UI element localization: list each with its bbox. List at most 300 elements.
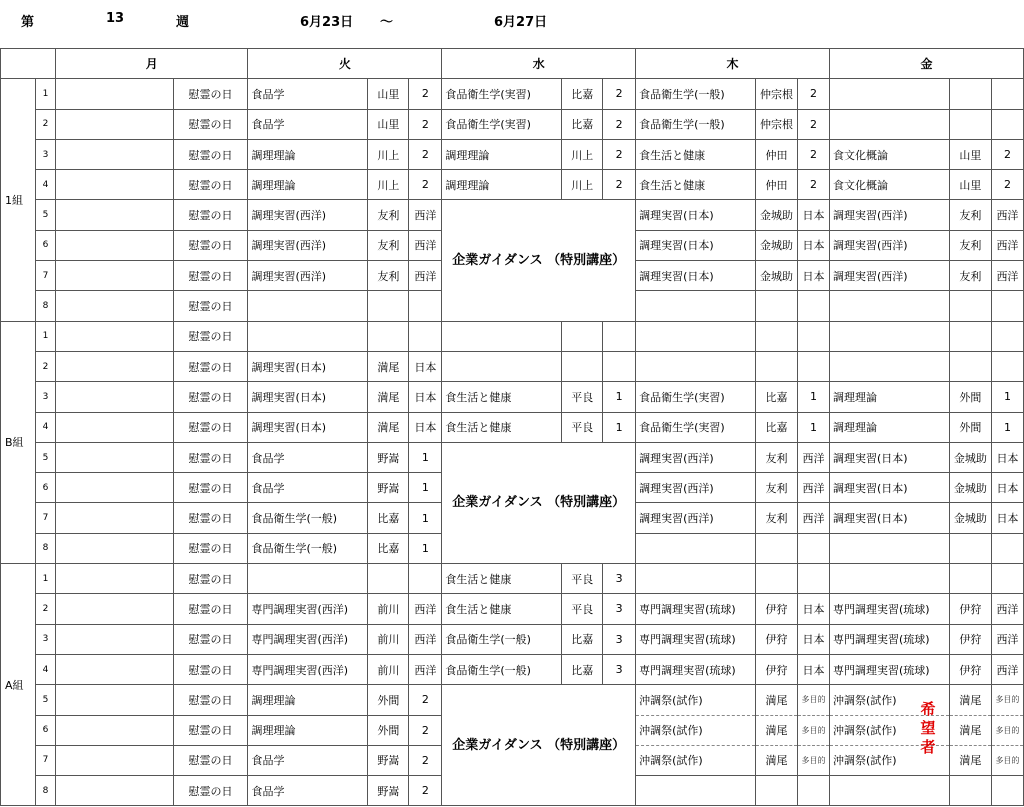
tue-room: 1 xyxy=(409,442,442,472)
mon-blank xyxy=(55,533,173,563)
tue-subject: 食品衛生学(一般) xyxy=(248,503,368,533)
tue-room: 日本 xyxy=(409,412,442,442)
period-number: 7 xyxy=(35,745,55,775)
fri-subject xyxy=(829,291,949,321)
fri-teacher: 満尾 xyxy=(949,745,991,775)
thu-subject: 調理実習(西洋) xyxy=(636,442,756,472)
period-number: 3 xyxy=(35,139,55,169)
thu-room: 日本 xyxy=(798,624,830,654)
mon-subject: 慰霊の日 xyxy=(173,503,248,533)
tue-subject: 調理実習(西洋) xyxy=(248,230,368,260)
fri-teacher xyxy=(949,533,991,563)
tue-subject xyxy=(248,564,368,594)
tue-room: 西洋 xyxy=(409,200,442,230)
tue-teacher xyxy=(368,564,409,594)
fri-teacher: 金城助 xyxy=(949,473,991,503)
mon-subject: 慰霊の日 xyxy=(173,685,248,715)
thu-teacher xyxy=(756,533,798,563)
period-number: 5 xyxy=(35,685,55,715)
tue-teacher: 外間 xyxy=(368,685,409,715)
table-row xyxy=(1,594,1024,624)
thu-subject: 沖調祭(試作) xyxy=(636,715,756,745)
fri-room: 西洋 xyxy=(991,261,1023,291)
table-row xyxy=(1,624,1024,654)
period-number: 4 xyxy=(35,412,55,442)
tue-subject: 調理理論 xyxy=(248,715,368,745)
day-header-tue: 火 xyxy=(248,49,442,79)
mon-subject: 慰霊の日 xyxy=(173,139,248,169)
fri-subject xyxy=(829,321,949,351)
period-number: 4 xyxy=(35,654,55,684)
fri-subject: 沖調祭(試作) xyxy=(829,715,949,745)
wed-room: 3 xyxy=(603,564,636,594)
thu-teacher: 満尾 xyxy=(756,745,798,775)
tue-subject: 食品学 xyxy=(248,745,368,775)
wed-teacher: 比嘉 xyxy=(562,654,603,684)
fri-subject: 調理理論 xyxy=(829,382,949,412)
period-number: 8 xyxy=(35,776,55,806)
thu-room: 日本 xyxy=(798,654,830,684)
tue-teacher: 比嘉 xyxy=(368,503,409,533)
wed-room: 3 xyxy=(603,594,636,624)
fri-subject: 沖調祭(試作) xyxy=(829,685,949,715)
fri-subject xyxy=(829,564,949,594)
tue-subject: 調理理論 xyxy=(248,685,368,715)
mon-subject: 慰霊の日 xyxy=(173,109,248,139)
table-row xyxy=(1,351,1024,381)
wed-room xyxy=(603,351,636,381)
tue-teacher: 比嘉 xyxy=(368,533,409,563)
fri-room: 日本 xyxy=(991,442,1023,472)
mon-subject: 慰霊の日 xyxy=(173,261,248,291)
fri-room: 西洋 xyxy=(991,200,1023,230)
thu-room: 日本 xyxy=(798,230,830,260)
table-row xyxy=(1,109,1024,139)
fri-room: 多目的 xyxy=(991,745,1023,775)
thu-room: 西洋 xyxy=(798,473,830,503)
thu-room: 多目的 xyxy=(798,745,830,775)
tue-teacher: 川上 xyxy=(368,170,409,200)
fri-subject: 調理理論 xyxy=(829,412,949,442)
mon-blank xyxy=(55,624,173,654)
fri-teacher xyxy=(949,291,991,321)
fri-teacher: 友利 xyxy=(949,200,991,230)
period-number: 3 xyxy=(35,382,55,412)
tue-teacher: 前川 xyxy=(368,654,409,684)
thu-room: 多目的 xyxy=(798,685,830,715)
fri-room: 多目的 xyxy=(991,715,1023,745)
thu-subject: 沖調祭(試作) xyxy=(636,745,756,775)
table-row xyxy=(1,654,1024,684)
thu-teacher: 仲田 xyxy=(756,170,798,200)
thu-subject: 食品衛生学(一般) xyxy=(636,109,756,139)
thu-subject: 食品衛生学(実習) xyxy=(636,382,756,412)
thu-teacher xyxy=(756,776,798,806)
thu-room: 2 xyxy=(798,109,830,139)
fri-room xyxy=(991,79,1023,109)
table-row xyxy=(1,412,1024,442)
tue-teacher: 前川 xyxy=(368,594,409,624)
wed-subject: 食生活と健康 xyxy=(442,564,562,594)
mon-subject: 慰霊の日 xyxy=(173,382,248,412)
tue-subject: 専門調理実習(西洋) xyxy=(248,594,368,624)
tue-subject xyxy=(248,321,368,351)
table-row xyxy=(1,564,1024,594)
tue-teacher: 野嵩 xyxy=(368,473,409,503)
thu-subject xyxy=(636,776,756,806)
fri-room xyxy=(991,351,1023,381)
wed-room: 2 xyxy=(603,79,636,109)
thu-subject xyxy=(636,533,756,563)
tue-teacher: 野嵩 xyxy=(368,776,409,806)
tue-room: 2 xyxy=(409,170,442,200)
tue-room xyxy=(409,291,442,321)
thu-room: 2 xyxy=(798,79,830,109)
thu-room: 1 xyxy=(798,382,830,412)
tue-subject: 食品学 xyxy=(248,79,368,109)
thu-teacher: 満尾 xyxy=(756,685,798,715)
fri-teacher: 外間 xyxy=(949,382,991,412)
fri-subject xyxy=(829,109,949,139)
thu-room xyxy=(798,533,830,563)
fri-room: 日本 xyxy=(991,503,1023,533)
wed-teacher: 比嘉 xyxy=(562,109,603,139)
week-number: 13 xyxy=(106,11,125,26)
thu-teacher: 金城助 xyxy=(756,261,798,291)
thu-subject xyxy=(636,321,756,351)
thu-subject: 専門調理実習(琉球) xyxy=(636,654,756,684)
weekly-schedule-table xyxy=(0,48,1024,806)
fri-room: 1 xyxy=(991,382,1023,412)
tue-room: 2 xyxy=(409,79,442,109)
mon-blank xyxy=(55,473,173,503)
fri-subject: 調理実習(西洋) xyxy=(829,261,949,291)
wed-room: 1 xyxy=(603,382,636,412)
mon-blank xyxy=(55,594,173,624)
tue-room: 2 xyxy=(409,685,442,715)
thu-room: 日本 xyxy=(798,594,830,624)
tue-room: 2 xyxy=(409,745,442,775)
period-number: 6 xyxy=(35,230,55,260)
tue-room: 西洋 xyxy=(409,624,442,654)
mon-blank xyxy=(55,715,173,745)
fri-room: 西洋 xyxy=(991,624,1023,654)
thu-room xyxy=(798,321,830,351)
mon-subject: 慰霊の日 xyxy=(173,624,248,654)
fri-teacher: 山里 xyxy=(949,139,991,169)
tue-teacher: 山里 xyxy=(368,79,409,109)
mon-blank xyxy=(55,503,173,533)
wed-teacher: 平良 xyxy=(562,412,603,442)
period-number: 1 xyxy=(35,564,55,594)
period-number: 4 xyxy=(35,170,55,200)
thu-teacher: 比嘉 xyxy=(756,382,798,412)
mon-subject: 慰霊の日 xyxy=(173,776,248,806)
wed-teacher: 平良 xyxy=(562,382,603,412)
thu-teacher: 金城助 xyxy=(756,230,798,260)
thu-subject: 食品衛生学(一般) xyxy=(636,79,756,109)
tue-subject xyxy=(248,291,368,321)
mon-blank xyxy=(55,109,173,139)
tue-room: 西洋 xyxy=(409,230,442,260)
fri-subject: 食文化概論 xyxy=(829,170,949,200)
thu-teacher: 満尾 xyxy=(756,715,798,745)
thu-teacher xyxy=(756,351,798,381)
fri-room: 日本 xyxy=(991,473,1023,503)
fri-room: 西洋 xyxy=(991,654,1023,684)
tue-subject: 調理実習(西洋) xyxy=(248,200,368,230)
table-row xyxy=(1,79,1024,109)
wed-subject: 食品衛生学(実習) xyxy=(442,79,562,109)
group-label: 1組 xyxy=(1,79,36,321)
tue-subject: 食品学 xyxy=(248,776,368,806)
mon-subject: 慰霊の日 xyxy=(173,442,248,472)
period-number: 3 xyxy=(35,624,55,654)
mon-subject: 慰霊の日 xyxy=(173,654,248,684)
fri-teacher: 伊狩 xyxy=(949,624,991,654)
mon-subject: 慰霊の日 xyxy=(173,321,248,351)
wed-subject: 食生活と健康 xyxy=(442,382,562,412)
fri-teacher: 金城助 xyxy=(949,503,991,533)
mon-blank xyxy=(55,745,173,775)
day-header-row xyxy=(1,49,1024,79)
thu-teacher: 仲宗根 xyxy=(756,109,798,139)
tue-subject: 食品学 xyxy=(248,442,368,472)
mon-blank xyxy=(55,79,173,109)
tue-teacher: 満尾 xyxy=(368,412,409,442)
tue-room: 1 xyxy=(409,503,442,533)
mon-subject: 慰霊の日 xyxy=(173,351,248,381)
tue-room: 西洋 xyxy=(409,654,442,684)
fri-room: 2 xyxy=(991,170,1023,200)
fri-teacher xyxy=(949,109,991,139)
thu-teacher: 仲田 xyxy=(756,139,798,169)
tue-room: 2 xyxy=(409,715,442,745)
tue-room: 2 xyxy=(409,776,442,806)
fri-room xyxy=(991,564,1023,594)
fri-subject: 専門調理実習(琉球) xyxy=(829,654,949,684)
wed-room: 1 xyxy=(603,412,636,442)
wed-teacher xyxy=(562,351,603,381)
tue-teacher xyxy=(368,291,409,321)
tue-subject: 専門調理実習(西洋) xyxy=(248,654,368,684)
fri-room: 多目的 xyxy=(991,685,1023,715)
fri-teacher: 満尾 xyxy=(949,685,991,715)
tue-room: 日本 xyxy=(409,382,442,412)
thu-subject: 調理実習(日本) xyxy=(636,261,756,291)
wed-room: 2 xyxy=(603,170,636,200)
thu-subject: 調理実習(日本) xyxy=(636,230,756,260)
start-date: 6月23日 xyxy=(300,15,354,30)
table-row xyxy=(1,200,1024,230)
mon-subject: 慰霊の日 xyxy=(173,594,248,624)
fri-room xyxy=(991,109,1023,139)
tue-teacher: 前川 xyxy=(368,624,409,654)
fri-subject xyxy=(829,776,949,806)
tue-teacher xyxy=(368,321,409,351)
tue-subject: 調理理論 xyxy=(248,170,368,200)
tue-teacher: 山里 xyxy=(368,109,409,139)
mon-blank xyxy=(55,351,173,381)
schedule-title-bar xyxy=(0,0,1024,48)
period-number: 6 xyxy=(35,473,55,503)
fri-subject xyxy=(829,351,949,381)
day-header-thu: 木 xyxy=(636,49,830,79)
day-header-wed: 水 xyxy=(442,49,636,79)
tue-teacher: 野嵩 xyxy=(368,442,409,472)
wed-subject: 食品衛生学(実習) xyxy=(442,109,562,139)
day-header-mon: 月 xyxy=(55,49,248,79)
mon-subject: 慰霊の日 xyxy=(173,291,248,321)
table-row xyxy=(1,139,1024,169)
group-label: B組 xyxy=(1,321,36,563)
mon-subject: 慰霊の日 xyxy=(173,170,248,200)
mon-blank xyxy=(55,654,173,684)
wed-subject: 食生活と健康 xyxy=(442,594,562,624)
thu-teacher xyxy=(756,564,798,594)
fri-teacher xyxy=(949,776,991,806)
period-number: 1 xyxy=(35,79,55,109)
fri-teacher: 外間 xyxy=(949,412,991,442)
wed-teacher xyxy=(562,321,603,351)
tue-teacher: 友利 xyxy=(368,200,409,230)
wed-subject: 食品衛生学(一般) xyxy=(442,624,562,654)
tue-subject: 調理実習(日本) xyxy=(248,351,368,381)
tue-teacher: 外間 xyxy=(368,715,409,745)
wed-teacher: 平良 xyxy=(562,564,603,594)
tue-teacher: 友利 xyxy=(368,230,409,260)
corner-cell xyxy=(1,49,56,79)
thu-teacher: 友利 xyxy=(756,503,798,533)
period-number: 1 xyxy=(35,321,55,351)
week-prefix: 第 xyxy=(21,15,35,30)
wed-teacher: 比嘉 xyxy=(562,624,603,654)
fri-room: 西洋 xyxy=(991,594,1023,624)
wed-room: 2 xyxy=(603,139,636,169)
thu-teacher: 友利 xyxy=(756,473,798,503)
kibosha-note: 希 望 者 xyxy=(920,700,936,756)
fri-subject: 専門調理実習(琉球) xyxy=(829,624,949,654)
tue-room xyxy=(409,564,442,594)
tue-subject: 調理実習(西洋) xyxy=(248,261,368,291)
table-row xyxy=(1,442,1024,472)
tue-room xyxy=(409,321,442,351)
thu-subject: 専門調理実習(琉球) xyxy=(636,624,756,654)
tue-room: 1 xyxy=(409,533,442,563)
mon-subject: 慰霊の日 xyxy=(173,564,248,594)
mon-blank xyxy=(55,321,173,351)
fri-teacher: 友利 xyxy=(949,261,991,291)
period-number: 2 xyxy=(35,109,55,139)
tue-room: 西洋 xyxy=(409,261,442,291)
end-date: 6月27日 xyxy=(494,15,548,30)
mon-blank xyxy=(55,230,173,260)
table-row xyxy=(1,382,1024,412)
mon-subject: 慰霊の日 xyxy=(173,473,248,503)
period-number: 7 xyxy=(35,503,55,533)
wed-subject: 食品衛生学(一般) xyxy=(442,654,562,684)
fri-teacher xyxy=(949,79,991,109)
fri-subject: 専門調理実習(琉球) xyxy=(829,594,949,624)
tue-subject: 専門調理実習(西洋) xyxy=(248,624,368,654)
tue-subject: 食品学 xyxy=(248,473,368,503)
thu-room: 2 xyxy=(798,139,830,169)
mon-blank xyxy=(55,261,173,291)
tue-subject: 食品衛生学(一般) xyxy=(248,533,368,563)
thu-subject: 調理実習(日本) xyxy=(636,200,756,230)
wed-room: 3 xyxy=(603,624,636,654)
thu-room: 日本 xyxy=(798,200,830,230)
thu-subject xyxy=(636,291,756,321)
table-row xyxy=(1,685,1024,715)
fri-room xyxy=(991,291,1023,321)
day-header-fri: 金 xyxy=(829,49,1023,79)
mon-subject: 慰霊の日 xyxy=(173,230,248,260)
fri-room: 1 xyxy=(991,412,1023,442)
thu-room: 多目的 xyxy=(798,715,830,745)
tue-room: 1 xyxy=(409,473,442,503)
tue-room: 2 xyxy=(409,139,442,169)
tue-room: 西洋 xyxy=(409,594,442,624)
fri-subject: 沖調祭(試作) xyxy=(829,745,949,775)
period-number: 7 xyxy=(35,261,55,291)
mon-blank xyxy=(55,442,173,472)
mon-subject: 慰霊の日 xyxy=(173,200,248,230)
fri-teacher xyxy=(949,351,991,381)
thu-subject: 食生活と健康 xyxy=(636,139,756,169)
week-suffix: 週 xyxy=(176,15,190,30)
mon-blank xyxy=(55,170,173,200)
thu-room xyxy=(798,564,830,594)
thu-subject: 調理実習(西洋) xyxy=(636,503,756,533)
tue-teacher: 友利 xyxy=(368,261,409,291)
wed-teacher: 比嘉 xyxy=(562,79,603,109)
thu-teacher: 比嘉 xyxy=(756,412,798,442)
thu-room: 西洋 xyxy=(798,503,830,533)
thu-room xyxy=(798,291,830,321)
thu-teacher xyxy=(756,321,798,351)
thu-teacher xyxy=(756,291,798,321)
special-lecture-cell: 企業ガイダンス （特別講座） xyxy=(442,442,636,563)
mon-blank xyxy=(55,685,173,715)
tue-subject: 調理理論 xyxy=(248,139,368,169)
fri-teacher: 伊狩 xyxy=(949,594,991,624)
thu-room: 日本 xyxy=(798,261,830,291)
thu-teacher: 金城助 xyxy=(756,200,798,230)
mon-blank xyxy=(55,139,173,169)
thu-subject xyxy=(636,351,756,381)
fri-teacher xyxy=(949,564,991,594)
mon-blank xyxy=(55,200,173,230)
thu-teacher: 伊狩 xyxy=(756,624,798,654)
mon-blank xyxy=(55,776,173,806)
thu-subject: 食生活と健康 xyxy=(636,170,756,200)
wed-subject: 調理理論 xyxy=(442,170,562,200)
thu-teacher: 伊狩 xyxy=(756,594,798,624)
period-number: 5 xyxy=(35,442,55,472)
thu-room xyxy=(798,351,830,381)
wed-teacher: 川上 xyxy=(562,170,603,200)
thu-teacher: 友利 xyxy=(756,442,798,472)
thu-room: 2 xyxy=(798,170,830,200)
tue-subject: 食品学 xyxy=(248,109,368,139)
thu-subject: 沖調祭(試作) xyxy=(636,685,756,715)
tue-teacher: 満尾 xyxy=(368,351,409,381)
wed-room xyxy=(603,321,636,351)
fri-teacher: 伊狩 xyxy=(949,654,991,684)
fri-room xyxy=(991,533,1023,563)
period-number: 8 xyxy=(35,291,55,321)
